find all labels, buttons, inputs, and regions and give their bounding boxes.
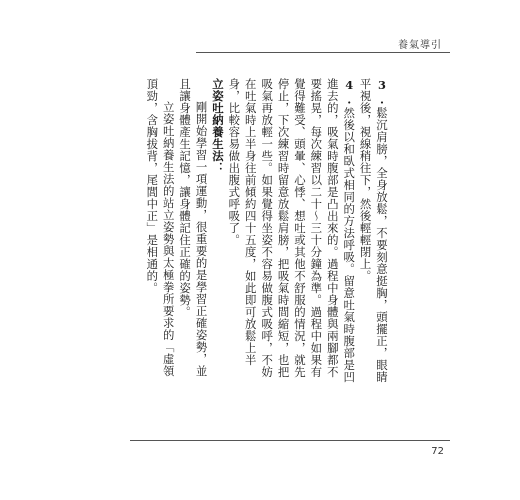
page-number: 72 <box>431 446 444 457</box>
list-item-number: 3. <box>375 78 389 108</box>
section-paragraph: 剛開始學習一項運動，很重要的是學習正確姿勢，並且讓身體產生記憶，讓身體記住正確的姿勢。 <box>178 78 209 377</box>
list-item-number: 4. <box>342 78 357 108</box>
footer-rule <box>130 440 450 441</box>
list-item-4 <box>226 78 357 388</box>
vertical-text-body <box>128 78 390 388</box>
running-head-title: 養氣導引 <box>398 40 442 51</box>
list-item-3 <box>357 78 390 388</box>
section-paragraph: 立姿吐納養生法的站立姿勢與太極拳所要求的「虛領頂勁，含胸拔背，尾閭中正」是相通的。 <box>145 78 176 377</box>
section-heading: 立姿吐納養生法： <box>210 78 225 174</box>
list-item-text: 然後以和臥式相同的方法呼吸。留意吐氣時腹部是凹進去的，吸氣時腹部是凸出來的。過程中身體與兩腳都不要搖晃，每次練習以二十～三十分鐘為準。過程中如果有覺得難受、頭暈、心悸、想吐或其他不舒服的情況，就先停止，下次練習時留意放鬆肩膀，把吸氣時間縮短，也把吸氣再放輕一些。如果覺得坐姿不容易做腹式吸呼，不妨在吐氣時上半身往前傾約四十五度，如此即可放鬆上半身，比較容易做出腹式呼吸了。 <box>227 78 357 384</box>
header-rule <box>196 52 450 53</box>
list-item-text: 鬆沉肩膀，全身放鬆，不要刻意挺胸，頭擺正，眼睛平視後，視線稍往下，然後輕輕閉上。 <box>358 78 389 384</box>
